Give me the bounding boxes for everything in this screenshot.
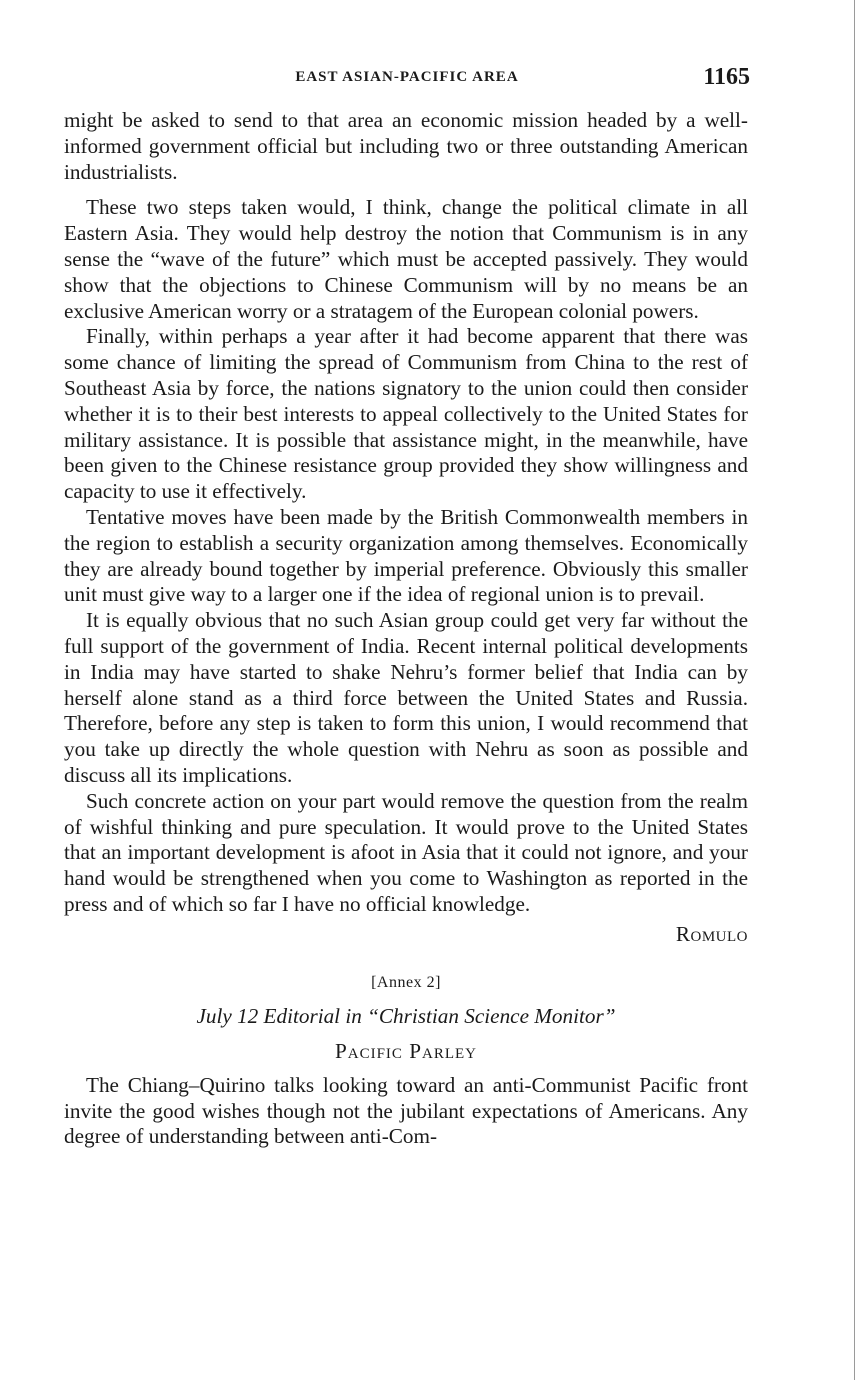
paragraph-finally: Finally, within perhaps a year after it had become apparent that there was some chance of limiting the spread of Communism from China to the rest of Southeast Asia by force, the nations signatory to the union could then consider whether it is to their best interests to appeal collectively to the United States for military assistance. It is possible that assistance might, in the meanwhile, have been given to the Chinese resistance group provided they show willingness and capacity to use it effectively. xyxy=(64,324,748,504)
paragraph-india: It is equally obvious that no such Asian group could get very far without the full support of the government of India. Recent internal political developments in India may have started to shake Nehru’s former belief that India can by herself alone stand as a third force between the United States and Russia. Therefore, before any step is taken to form this union, I would recommend that you take up directly the whole question with Nehru as soon as possible and discuss all its implications. xyxy=(64,608,748,787)
page-number: 1165 xyxy=(703,64,750,90)
annex-label: [Annex 2] xyxy=(371,973,441,991)
signature: Romulo xyxy=(675,921,748,946)
paragraph-continued: might be asked to send to that area an economic mission headed by a well-informed government official but including two or three outstanding American industrialists. xyxy=(64,108,748,184)
paragraph-concrete-action: Such concrete action on your part would remove the question from the realm of wishful thinking and pure speculation. It would prove to the United States that an important development is afoot in Asia that it could not ignore, and your hand would be strengthened when you come to Washington as reported in the press and of which so far I have no official knowledge. xyxy=(64,788,748,916)
running-title: EAST ASIAN-PACIFIC AREA xyxy=(295,69,519,85)
page-edge-line xyxy=(854,0,855,1380)
paragraph-annex-body: The Chiang–Quirino talks looking toward an anti-Communist Pacific front invite the good wishes though not the jubilant expectations of Americans. Any degree of understanding between anti-Com- xyxy=(64,1072,748,1149)
editorial-title: July 12 Editorial in “Christian Science Monitor” xyxy=(196,1004,616,1029)
running-head xyxy=(64,64,750,94)
paragraph-two-steps: These two steps taken would, I think, change the political climate in all Eastern Asia. They would help destroy the notion that Communism is in any sense the “wave of the future” which must be accepted passively. They would show that the objections to Chinese Communism will by no means be an exclusive American worry or a stratagem of the European colonial powers. xyxy=(64,195,748,323)
paragraph-commonwealth: Tentative moves have been made by the British Commonwealth members in the region to establish a security organization among themselves. Economically they are already bound together by imperial preference. Obviously this smaller unit must give way to a larger one if the idea of regional union is to prevail. xyxy=(64,504,748,607)
body-text xyxy=(64,108,748,1150)
section-title: Pacific Parley xyxy=(334,1039,478,1064)
